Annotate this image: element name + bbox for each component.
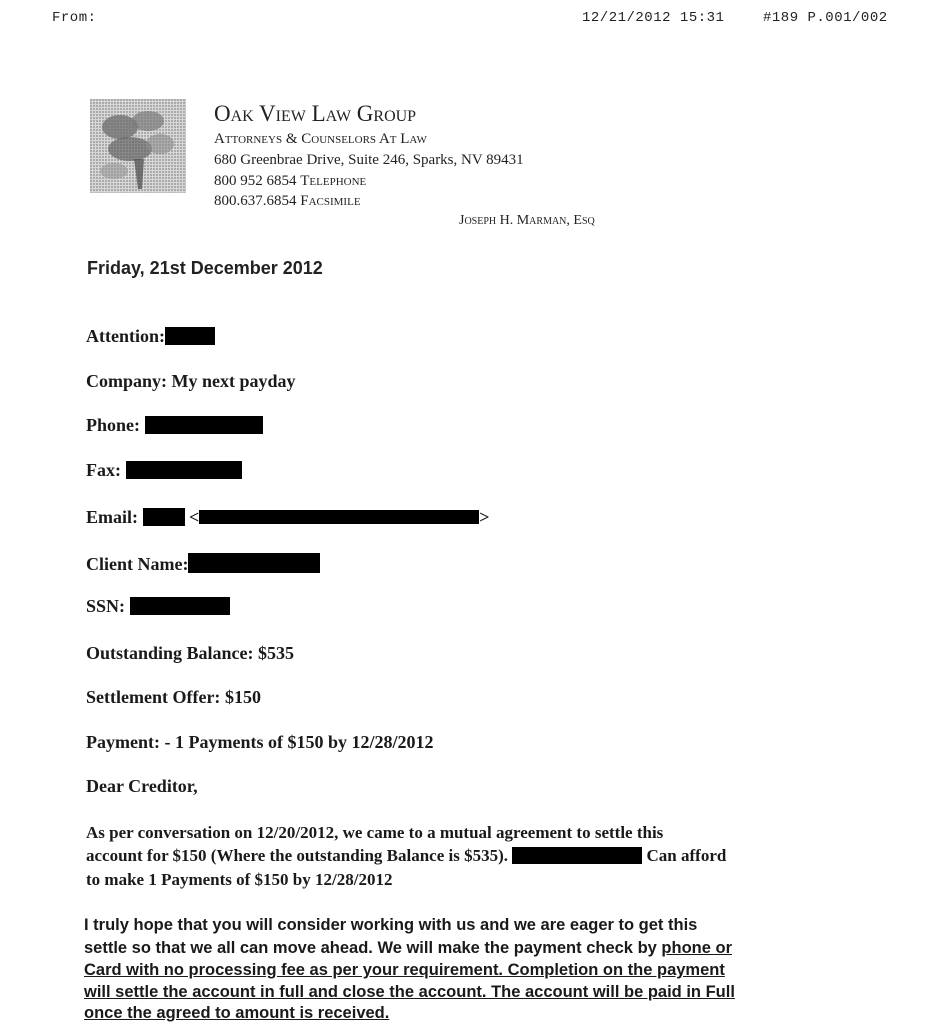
balance-label: Outstanding Balance:	[86, 643, 254, 663]
email-label: Email:	[86, 507, 138, 527]
firm-logo-image	[90, 99, 186, 193]
payment-label: Payment:	[86, 732, 160, 752]
attention-line	[86, 326, 215, 347]
paragraph-2-line-5: once the agreed to amount is received.	[84, 1004, 390, 1022]
email-name-redaction	[143, 508, 185, 526]
email-open-bracket: <	[189, 507, 200, 527]
client-name-redaction	[188, 553, 320, 573]
ssn-redaction	[130, 597, 230, 615]
company-label: Company:	[86, 371, 168, 391]
paragraph-1-line-3: to make 1 Payments of $150 by 12/28/2012	[86, 870, 393, 889]
facsimile-label: Facsimile	[300, 193, 361, 209]
attention-redaction	[165, 327, 215, 345]
paragraph-2-line-3: Card with no processing fee as per your requirement. Completion on the payment	[84, 961, 725, 979]
company-line	[86, 371, 296, 392]
ssn-label: SSN:	[86, 596, 126, 616]
paragraph-2-line-4: will settle the account in full and close the account. The account will be paid in Full	[84, 983, 735, 1001]
firm-address: 680 Greenbrae Drive, Suite 246, Sparks, NV 89431	[214, 152, 524, 168]
phone-redaction	[145, 416, 263, 434]
paragraph-1-line-2b: Can afford	[646, 846, 727, 865]
client-name-redaction-2	[512, 847, 642, 864]
fax-from-label: From:	[52, 10, 97, 26]
telephone-number: 800 952 6854	[214, 173, 297, 189]
paragraph-1-line-2	[86, 844, 726, 867]
balance-value: $535	[258, 643, 295, 663]
salutation: Dear Creditor,	[86, 776, 198, 796]
fax-page-info: #189 P.001/002	[763, 10, 888, 26]
settlement-label: Settlement Offer:	[86, 687, 221, 707]
fax-label: Fax:	[86, 460, 121, 480]
paragraph-1-line-1: As per conversation on 12/20/2012, we came to a mutual agreement to settle this	[86, 823, 664, 842]
fax-line	[86, 460, 242, 481]
phone-line	[86, 415, 263, 436]
settlement-line	[86, 687, 261, 708]
firm-telephone	[214, 173, 366, 190]
phone-label: Phone:	[86, 415, 140, 435]
attorney-name: Joseph H. Marman, Esq	[459, 213, 595, 228]
client-name-label: Client Name:	[86, 554, 189, 574]
letter-date: Friday, 21st December 2012	[87, 258, 323, 278]
email-line	[86, 507, 490, 528]
attention-label: Attention:	[86, 326, 165, 346]
settlement-value: $150	[224, 687, 261, 707]
email-close-bracket: >	[479, 507, 490, 527]
firm-tagline: Attorneys & Counselors At Law	[214, 131, 427, 147]
ssn-line	[86, 596, 230, 617]
company-value: My next payday	[171, 371, 296, 391]
paragraph-2-line-1: I truly hope that you will consider working with us and we are eager to get this	[84, 916, 698, 934]
paragraph-2-line-2a: settle so that we all can move ahead. We will make the payment check by	[84, 939, 662, 957]
fax-datetime: 12/21/2012 15:31	[582, 10, 725, 26]
fax-redaction	[126, 461, 242, 479]
paragraph-1-line-2a: account for $150 (Where the outstanding Balance is $535).	[86, 846, 509, 865]
paragraph-2-line-2b: phone or	[661, 939, 732, 957]
payment-line	[86, 732, 433, 753]
paragraph-2-line-2	[84, 937, 732, 959]
balance-line	[86, 643, 294, 664]
payment-value: - 1 Payments of $150 by 12/28/2012	[164, 732, 434, 752]
facsimile-number: 800.637.6854	[214, 193, 297, 209]
firm-name: Oak View Law Group	[214, 101, 417, 126]
email-address-redaction	[199, 510, 479, 524]
telephone-label: Telephone	[300, 173, 367, 189]
client-name-line	[86, 553, 320, 575]
firm-facsimile	[214, 193, 361, 210]
